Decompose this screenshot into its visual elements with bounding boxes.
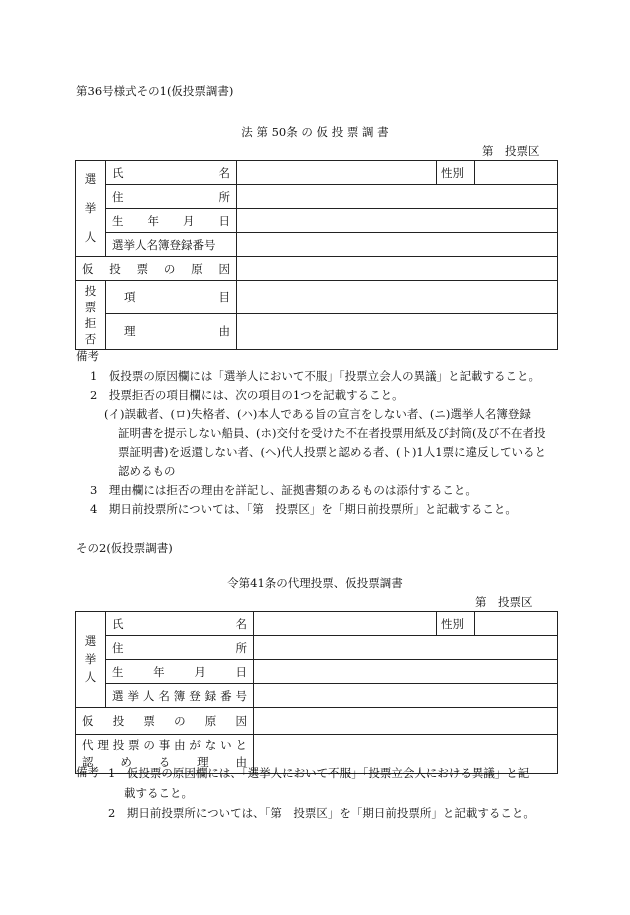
birth-field[interactable] (237, 209, 558, 233)
form2-table (75, 611, 558, 774)
registry-field[interactable] (254, 684, 558, 708)
item-label: 項 目 (106, 281, 237, 314)
cause-label: 仮 投 票 の 原 因 (76, 708, 254, 735)
address-field[interactable] (254, 636, 558, 660)
registry-label: 選挙人名簿登録番号 (106, 233, 237, 257)
reason-field[interactable] (237, 313, 558, 349)
form1-note: (イ)誤載者、(ロ)失格者、(ハ)本人である旨の宣言をしない者、(ニ)選挙人名簿登録 (104, 407, 531, 421)
address-label: 住 所 (106, 636, 254, 660)
proxy-reason-label: 代 理 投 票 の 事 由 が な い と 認 め る 理 由 (76, 735, 254, 774)
form2-note: 2 期日前投票所については、「第 投票区」を「期日前投票所」と記載すること。 (108, 806, 535, 820)
address-label: 住 所 (106, 185, 237, 209)
form2-district: 第 投票区 (475, 595, 533, 609)
form2-note: 載すること。 (124, 786, 193, 800)
reason-label: 理 由 (106, 313, 237, 349)
refusal-group-label: 投 票 拒 否 (76, 281, 106, 350)
gender-label: 性別 (437, 161, 475, 185)
item-field[interactable] (237, 281, 558, 314)
form2-title: 令第41条の代理投票、仮投票調書 (227, 576, 403, 590)
form1-note: 証明書を提示しない船員、(ホ)交付を受けた不在者投票用紙及び封筒(及び不在者投 (118, 426, 546, 440)
name-field[interactable] (237, 161, 437, 185)
form1-remarks-title: 備考 (76, 349, 99, 363)
form1-note: 1 仮投票の原因欄には「選挙人において不服」「投票立会人の異議」と記載すること。 (90, 369, 541, 383)
cause-label: 仮 投 票 の 原 因 (76, 257, 237, 281)
form2-heading: その2(仮投票調書) (76, 541, 173, 555)
name-field[interactable] (254, 612, 437, 636)
registry-field[interactable] (237, 233, 558, 257)
birth-label: 生 年 月 日 (106, 209, 237, 233)
gender-field[interactable] (475, 612, 558, 636)
form1-district: 第 投票区 (482, 144, 540, 158)
elector-group-label: 選 挙 人 (76, 161, 106, 257)
cause-field[interactable] (254, 708, 558, 735)
elector-group-label: 選 挙 人 (76, 612, 106, 708)
birth-field[interactable] (254, 660, 558, 684)
name-label: 氏 名 (106, 161, 237, 185)
form2-note: 1 仮投票の原因欄には、「選挙人において不服」「投票立会人における異議」と記 (108, 766, 530, 780)
form1-note: 認めるもの (118, 464, 176, 478)
form1-note: 票証明書)を返還しない者、(ヘ)代人投票と認める者、(ト)1人1票に違反していると (118, 445, 547, 459)
address-field[interactable] (237, 185, 558, 209)
form1-note: 3 理由欄には拒否の理由を詳記し、証拠書類のあるものは添付すること。 (90, 483, 477, 497)
gender-label: 性別 (437, 612, 475, 636)
cause-field[interactable] (237, 257, 558, 281)
registry-label: 選 挙 人 名 簿 登 録 番 号 (106, 684, 254, 708)
form1-table (75, 160, 558, 350)
form2-remarks-title: 備考 (76, 765, 99, 779)
form1-title: 法 第 50条 の 仮 投 票 調 書 (241, 125, 389, 139)
birth-label: 生 年 月 日 (106, 660, 254, 684)
name-label: 氏 名 (106, 612, 254, 636)
form1-note: 4 期日前投票所については、「第 投票区」を「期日前投票所」と記載すること。 (90, 502, 517, 516)
form1-heading: 第36号様式その1(仮投票調書) (76, 84, 234, 98)
form1-note: 2 投票拒否の項目欄には、次の項目の1つを記載すること。 (90, 388, 404, 402)
gender-field[interactable] (475, 161, 558, 185)
